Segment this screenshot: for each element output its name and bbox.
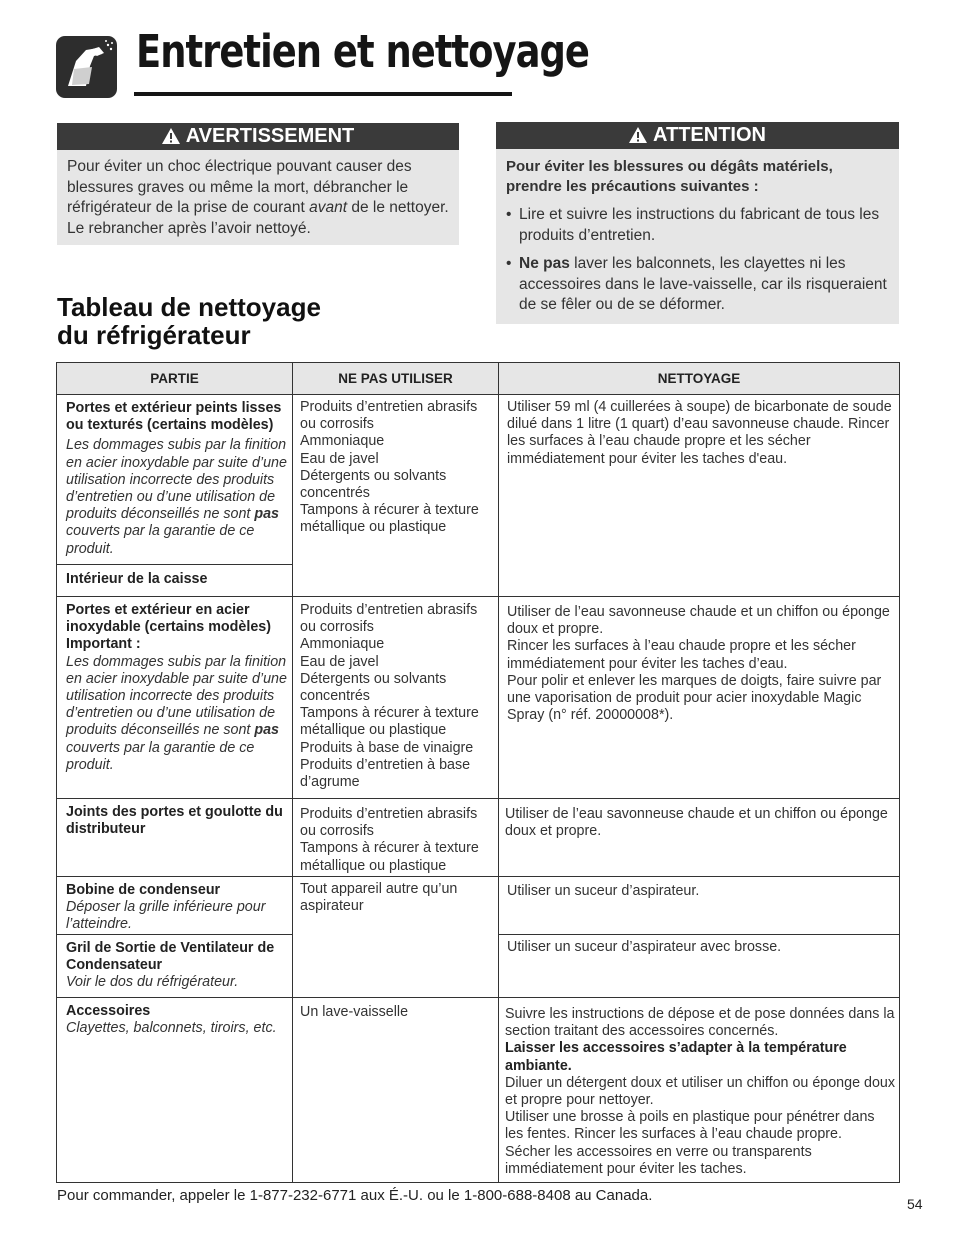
table-row bbox=[57, 877, 900, 935]
cleaning-table bbox=[56, 362, 900, 1183]
column-header: PARTIE bbox=[57, 363, 293, 395]
cleaning-cell: Utiliser un suceur d’aspirateur avec brosse. bbox=[499, 935, 900, 998]
warning-header bbox=[57, 123, 459, 150]
cleaning-cell: Utiliser de l’eau savonneuse chaude et un chiffon ou éponge doux et propre. bbox=[499, 799, 900, 877]
cleaning-cell: Utiliser un suceur d’aspirateur. bbox=[499, 877, 900, 935]
part-cell: Portes et extérieur peints lisses ou texturés (certains modèles) Les dommages subis par la finition en acier inoxydable par suite d’une utilisation incorrecte des produits d’entretien ou d’une utilisation de produits déconseillés ne sont pas couverts par la garantie de ce produit. Intérieur de la caisse bbox=[57, 395, 293, 597]
page-number: 54 bbox=[907, 1196, 923, 1212]
section-title: Tableau de nettoyage du réfrigérateur bbox=[57, 292, 321, 350]
part-cell: Joints des portes et goulotte du distributeur bbox=[57, 799, 293, 877]
table-row bbox=[57, 799, 900, 877]
spray-cleaning-icon bbox=[56, 36, 117, 98]
attention-bullet: • Lire et suivre les instructions du fabricant de tous les produits d’entretien. bbox=[506, 205, 889, 246]
cleaning-cell: Utiliser de l’eau savonneuse chaude et un chiffon ou éponge doux et propre. Rincer les surfaces à l’eau chaude propre et les sécher immédiatement pour éviter les taches d’eau. Pour polir et enlever les marques de doigts, faire suivre par une vaporisation de produit pour acier inoxydable Magic Spray (n° réf. 20000008*). bbox=[499, 597, 900, 799]
dont-use-cell: Tout appareil autre qu’un aspirateur bbox=[293, 877, 499, 998]
dont-use-cell: Un lave-vaisselle bbox=[293, 998, 499, 1183]
page-title: Entretien et nettoyage bbox=[136, 25, 589, 78]
attention-title: ATTENTION bbox=[653, 124, 766, 146]
dont-use-cell: Produits d’entretien abrasifs ou corrosifs Tampons à récurer à texture métallique ou plastique bbox=[293, 799, 499, 877]
table-row bbox=[57, 998, 900, 1183]
warning-title: AVERTISSEMENT bbox=[185, 125, 355, 147]
table-row bbox=[57, 395, 900, 597]
attention-bullet: • Ne pas laver les balconnets, les clayettes ni les accessoires dans le lave-vaisselle, car ils risqueraient de se fêler ou de se déformer. bbox=[506, 254, 889, 316]
dont-use-cell: Produits d’entretien abrasifs ou corrosifs Ammoniaque Eau de javel Détergents ou solvants concentrés Tampons à récurer à texture métallique ou plastique Produits à base de vinaigre Produits d’entretien à base d’agrume bbox=[293, 597, 499, 799]
part-cell: Accessoires Clayettes, balconnets, tiroirs, etc. bbox=[57, 998, 293, 1183]
part-cell: Portes et extérieur en acier inoxydable (certains modèles) Important : Les dommages subis par la finition en acier inoxydable par suite d’une utilisation incorrecte des produits d’entretien ou d’une utilisation de produits déconseillés ne sont pas couverts par la garantie de ce produit. bbox=[57, 597, 293, 799]
table-header-row bbox=[57, 363, 900, 395]
cleaning-cell: Utiliser 59 ml (4 cuillerées à soupe) de bicarbonate de soude dilué dans 1 litre (1 quart) d’eau savonneuse chaude. Rincer les surfaces à l’eau chaude propre et les sécher immédiatement pour éviter les taches d'eau. bbox=[499, 395, 900, 597]
part-cell: Bobine de condenseur Déposer la grille inférieure pour l’atteindre. bbox=[57, 877, 293, 935]
dont-use-cell: Produits d’entretien abrasifs ou corrosifs Ammoniaque Eau de javel Détergents ou solvants concentrés Tampons à récurer à texture métallique ou plastique bbox=[293, 395, 499, 597]
attention-list bbox=[506, 205, 889, 316]
warning-triangle-icon bbox=[629, 124, 647, 151]
title-underline bbox=[134, 92, 512, 96]
column-header: NE PAS UTILISER bbox=[293, 363, 499, 395]
warning-triangle-icon bbox=[162, 125, 180, 152]
warning-text: Pour éviter un choc électrique pouvant causer des blessures graves ou même la mort, débrancher le réfrigérateur de la prise de courant avant de le nettoyer. Le rebrancher après l’avoir nettoyé. bbox=[67, 158, 449, 237]
part-cell: Gril de Sortie de Ventilateur de Condensateur Voir le dos du réfrigérateur. bbox=[57, 935, 293, 998]
table-row bbox=[57, 597, 900, 799]
attention-intro: Pour éviter les blessures ou dégâts matériels, prendre les précautions suivantes : bbox=[506, 158, 833, 195]
cleaning-cell: Suivre les instructions de dépose et de pose données dans la section traitant des accessoires concernés. Laisser les accessoires s’adapter à la température ambiante. Diluer un détergent doux et utiliser un chiffon ou éponge doux et propre pour nettoyer. Utiliser une brosse à poils en plastique pour pénétrer dans les fentes. Rincer les surfaces à l’eau chaude propre. Sécher les accessoires en verre ou transparents immédiatement pour éviter les taches. bbox=[499, 998, 900, 1183]
attention-header bbox=[496, 122, 899, 149]
warning-box bbox=[57, 123, 459, 245]
order-footer: Pour commander, appeler le 1-877-232-6771 aux É.-U. ou le 1-800-688-8408 au Canada. bbox=[57, 1187, 653, 1204]
column-header: NETTOYAGE bbox=[499, 363, 900, 395]
attention-box bbox=[496, 122, 899, 324]
